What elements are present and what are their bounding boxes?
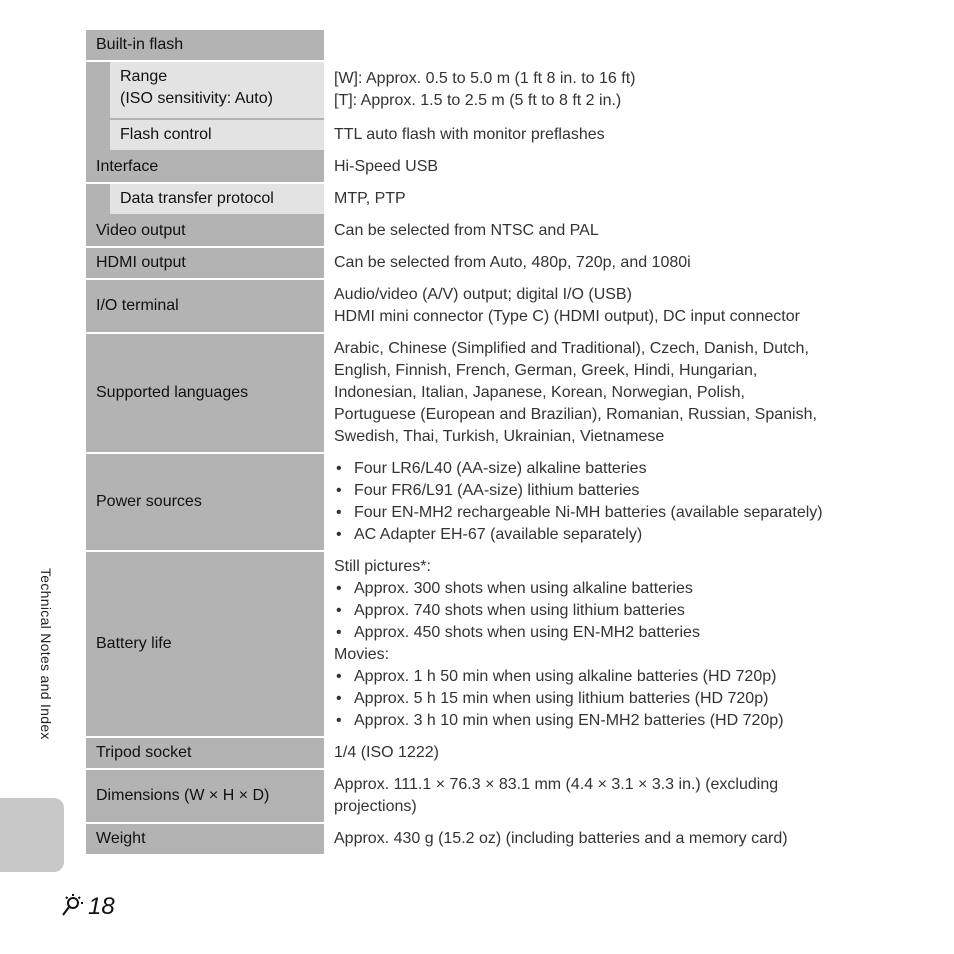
value-range-w: [W]: Approx. 0.5 to 5.0 m (1 ft 8 in. to 16 ft) <box>334 70 636 87</box>
movie-heading: Movies: <box>334 646 390 663</box>
value-video-output: Can be selected from NTSC and PAL <box>324 215 856 247</box>
label-power-sources: Power sources <box>86 453 324 551</box>
list-item: • Approx. 5 h 15 min when using lithium batteries (HD 720p) <box>334 688 846 710</box>
list-item: • Approx. 300 shots when using alkaline batteries <box>334 578 846 600</box>
languages-line: Swedish, Thai, Turkish, Ukrainian, Vietnamese <box>334 428 665 445</box>
list-item: • Approx. 450 shots when using EN-MH2 batteries <box>334 622 846 644</box>
languages-line: English, Finnish, French, German, Greek, Hindi, Hungarian, <box>334 362 758 379</box>
value-range-t: [T]: Approx. 1.5 to 2.5 m (5 ft to 8 ft 2 in.) <box>334 92 622 109</box>
row-power-sources <box>86 453 856 551</box>
still-heading: Still pictures*: <box>334 558 431 575</box>
row-data-transfer <box>86 183 856 215</box>
list-item: • Four EN-MH2 rechargeable Ni-MH batteries (available separately) <box>334 502 846 524</box>
power-list <box>334 458 846 546</box>
technical-notes-icon <box>60 892 86 923</box>
value-languages <box>324 333 856 453</box>
label-io-terminal: I/O terminal <box>86 279 324 333</box>
label-range: Range <box>120 68 168 85</box>
side-tab[interactable] <box>0 798 64 872</box>
label-range-cell <box>86 61 324 119</box>
row-battery-life <box>86 551 856 737</box>
list-item: • Approx. 3 h 10 min when using EN-MH2 batteries (HD 720p) <box>334 710 846 732</box>
value-tripod-socket: 1/4 (ISO 1222) <box>324 737 856 769</box>
still-list <box>334 578 846 644</box>
label-range-iso: (ISO sensitivity: Auto) <box>120 90 273 107</box>
value-power-sources <box>324 453 856 551</box>
value-dimensions-line1: Approx. 111.1 × 76.3 × 83.1 mm (4.4 × 3.1 × 3.3 in.) (excluding <box>334 776 779 793</box>
label-tripod-socket: Tripod socket <box>86 737 324 769</box>
languages-line: Portuguese (European and Brazilian), Romanian, Russian, Spanish, <box>334 406 817 423</box>
label-weight: Weight <box>86 823 324 855</box>
value-hdmi-output: Can be selected from Auto, 480p, 720p, and 1080i <box>324 247 856 279</box>
value-dimensions-line2: projections) <box>334 798 417 815</box>
row-languages <box>86 333 856 453</box>
value-built-in-flash <box>324 30 856 61</box>
label-video-output: Video output <box>86 215 324 247</box>
side-section-label: Technical Notes and Index <box>38 568 54 740</box>
value-data-transfer: MTP, PTP <box>324 183 856 215</box>
label-flash-control-cell <box>86 119 324 151</box>
label-data-transfer: Data transfer protocol <box>110 184 324 214</box>
row-range <box>86 61 856 119</box>
label-languages: Supported languages <box>86 333 324 453</box>
label-battery-life: Battery life <box>86 551 324 737</box>
languages-line: Arabic, Chinese (Simplified and Traditional), Czech, Danish, Dutch, <box>334 340 809 357</box>
row-io-terminal <box>86 279 856 333</box>
list-item: • Approx. 1 h 50 min when using alkaline batteries (HD 720p) <box>334 666 846 688</box>
page-number-text: 18 <box>88 893 115 920</box>
list-item: • Approx. 740 shots when using lithium batteries <box>334 600 846 622</box>
row-tripod-socket <box>86 737 856 769</box>
label-interface: Interface <box>86 151 324 183</box>
value-weight: Approx. 430 g (15.2 oz) (including batteries and a memory card) <box>324 823 856 855</box>
row-flash-control <box>86 119 856 151</box>
value-io-terminal-line1: Audio/video (A/V) output; digital I/O (USB) <box>334 286 632 303</box>
page-number <box>60 892 115 922</box>
value-range <box>324 61 856 119</box>
label-hdmi-output: HDMI output <box>86 247 324 279</box>
value-interface: Hi-Speed USB <box>324 151 856 183</box>
value-battery-life <box>324 551 856 737</box>
languages-line: Indonesian, Italian, Japanese, Korean, Norwegian, Polish, <box>334 384 745 401</box>
list-item: • AC Adapter EH-67 (available separately) <box>334 524 846 546</box>
value-dimensions <box>324 769 856 823</box>
row-weight <box>86 823 856 855</box>
spec-table <box>86 30 856 856</box>
label-flash-control: Flash control <box>110 120 324 150</box>
movie-list <box>334 666 846 732</box>
row-video-output <box>86 215 856 247</box>
value-io-terminal <box>324 279 856 333</box>
value-flash-control: TTL auto flash with monitor preflashes <box>324 119 856 151</box>
list-item: • Four FR6/L91 (AA-size) lithium batteries <box>334 480 846 502</box>
list-item: • Four LR6/L40 (AA-size) alkaline batteries <box>334 458 846 480</box>
row-hdmi-output <box>86 247 856 279</box>
row-dimensions <box>86 769 856 823</box>
label-data-transfer-cell <box>86 183 324 215</box>
value-io-terminal-line2: HDMI mini connector (Type C) (HDMI output), DC input connector <box>334 308 800 325</box>
label-dimensions: Dimensions (W × H × D) <box>86 769 324 823</box>
label-built-in-flash: Built-in flash <box>86 30 324 61</box>
row-interface <box>86 151 856 183</box>
row-built-in-flash <box>86 30 856 61</box>
